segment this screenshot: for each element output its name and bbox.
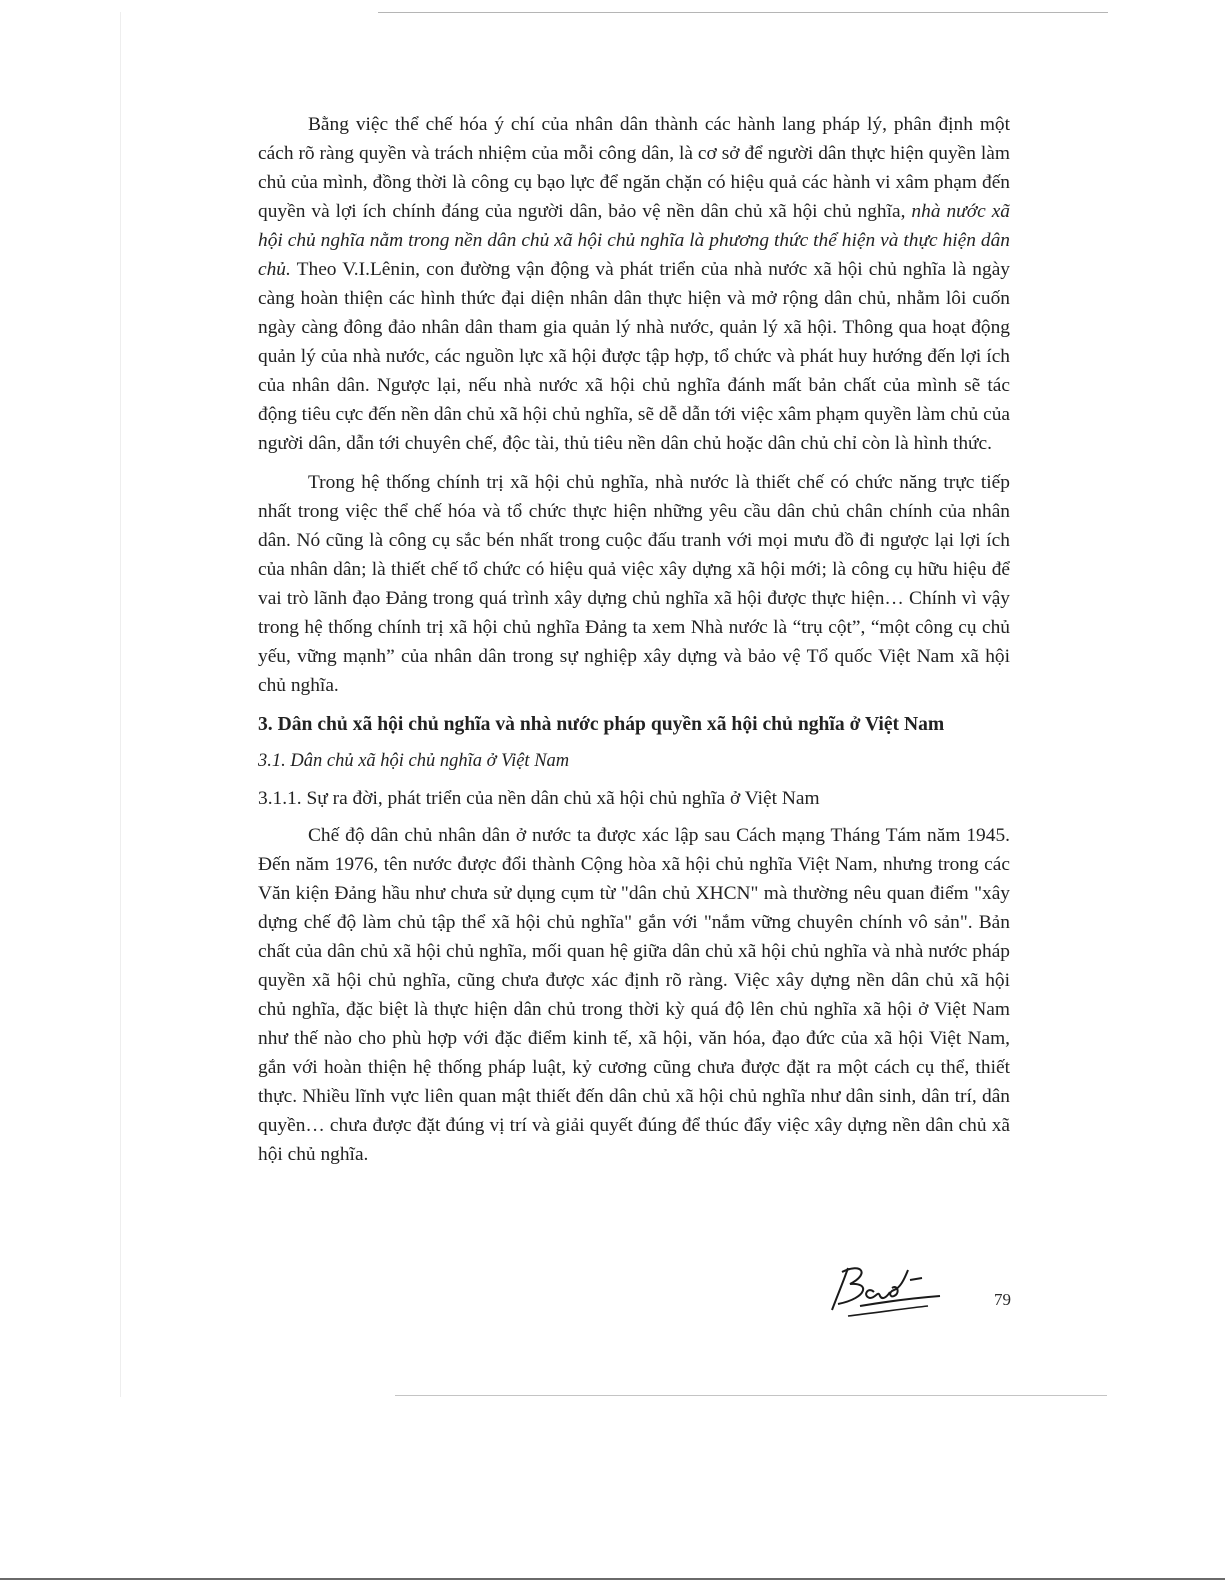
paragraph-1 xyxy=(258,110,1010,458)
scan-edge-bottom xyxy=(0,1578,1225,1580)
paragraph-3: Chế độ dân chủ nhân dân ở nước ta được xác lập sau Cách mạng Tháng Tám năm 1945. Đến năm 1976, tên nước được đổi thành Cộng hòa xã hội chủ nghĩa Việt Nam, nhưng trong các Văn kiện Đảng hầu như chưa sử dụng cụm từ "dân chủ XHCN" mà thường nêu quan điểm "xây dựng chế độ làm chủ tập thể xã hội chủ nghĩa" gắn với "nắm vững chuyên chính vô sản". Bản chất của dân chủ xã hội chủ nghĩa, mối quan hệ giữa dân chủ xã hội chủ nghĩa và nhà nước pháp quyền xã hội chủ nghĩa, cũng chưa được xác định rõ ràng. Việc xây dựng nền dân chủ xã hội chủ nghĩa, đặc biệt là thực hiện dân chủ trong thời kỳ quá độ lên chủ nghĩa xã hội ở Việt Nam như thế nào cho phù hợp với đặc điểm kinh tế, xã hội, văn hóa, đạo đức của xã hội Việt Nam, gắn với hoàn thiện hệ thống pháp luật, kỷ cương cũng chưa được đặt ra một cách cụ thể, thiết thực. Nhiều lĩnh vực liên quan mật thiết đến dân chủ xã hội chủ nghĩa như dân sinh, dân trí, dân quyền… chưa được đặt đúng vị trí và giải quyết đúng để thúc đẩy việc xây dựng nền dân chủ xã hội chủ nghĩa. xyxy=(258,825,1010,1165)
subsection-heading: 3.1. Dân chủ xã hội chủ nghĩa ở Việt Nam xyxy=(258,751,570,771)
paragraph-2: Trong hệ thống chính trị xã hội chủ nghĩa, nhà nước là thiết chế có chức năng trực tiếp nhất trong việc thể chế hóa và tổ chức thực hiện những yêu cầu dân chủ chân chính của nhân dân. Nó cũng là công cụ sắc bén nhất trong cuộc đấu tranh với mọi mưu đồ đi ngược lại lợi ích của nhân dân; là thiết chế tổ chức có hiệu quả việc xây dựng xã hội mới; là công cụ hữu hiệu để vai trò lãnh đạo Đảng trong quá trình xây dựng chủ nghĩa xã hội được thực hiện… Chính vì vậy trong hệ thống chính trị xã hội chủ nghĩa Đảng ta xem Nhà nước là “trụ cột”, “một công cụ chủ yếu, vững mạnh” của nhân dân trong sự nghiệp xây dựng và bảo vệ Tổ quốc Việt Nam xã hội chủ nghĩa. xyxy=(258,472,1010,696)
document-body xyxy=(258,110,1010,1179)
scan-border-bottom xyxy=(395,1395,1107,1396)
subsubsection-heading: 3.1.1. Sự ra đời, phát triển của nền dân chủ xã hội chủ nghĩa ở Việt Nam xyxy=(258,788,820,809)
page-number: 79 xyxy=(994,1290,1011,1309)
handwritten-signature xyxy=(818,1258,948,1320)
scan-border-left xyxy=(120,12,121,1397)
paragraph-1-text-b: Theo V.I.Lênin, con đường vận động và phát triển của nhà nước xã hội chủ nghĩa là ngày càng hoàn thiện các hình thức đại diện nhân dân thực hiện và mở rộng dân chủ, nhằm lôi cuốn ngày càng đông đảo nhân dân tham gia quản lý nhà nước, quản lý xã hội. Thông qua hoạt động quản lý của nhà nước, các nguồn lực xã hội được tập hợp, tổ chức và phát huy hướng đến lợi ích của nhân dân. Ngược lại, nếu nhà nước xã hội chủ nghĩa đánh mất bản chất của mình sẽ tác động tiêu cực đến nền dân chủ xã hội chủ nghĩa, sẽ dễ dẫn tới việc xâm phạm quyền làm chủ của người dân, dẫn tới chuyên chế, độc tài, thủ tiêu nền dân chủ hoặc dân chủ chỉ còn là hình thức. xyxy=(258,259,1010,454)
paragraph-1-italic-text: nhà nước xã hội chủ nghĩa nằm trong nền dân chủ xã hội chủ nghĩa là phương thức thể hiện và thực hiện dân chủ. xyxy=(258,201,1010,280)
scan-border-top xyxy=(378,12,1108,13)
section-heading: 3. Dân chủ xã hội chủ nghĩa và nhà nước pháp quyền xã hội chủ nghĩa ở Việt Nam xyxy=(258,714,945,735)
paragraph-1-text-a: Bằng việc thể chế hóa ý chí của nhân dân thành các hành lang pháp lý, phân định một cách rõ ràng quyền và trách nhiệm của mỗi công dân, là cơ sở để người dân thực hiện quyền làm chủ của mình, đồng thời là công cụ bạo lực để ngăn chặn có hiệu quả các hành vi xâm phạm đến quyền và lợi ích chính đáng của người dân, bảo vệ nền dân chủ xã hội chủ nghĩa, xyxy=(258,114,1010,222)
